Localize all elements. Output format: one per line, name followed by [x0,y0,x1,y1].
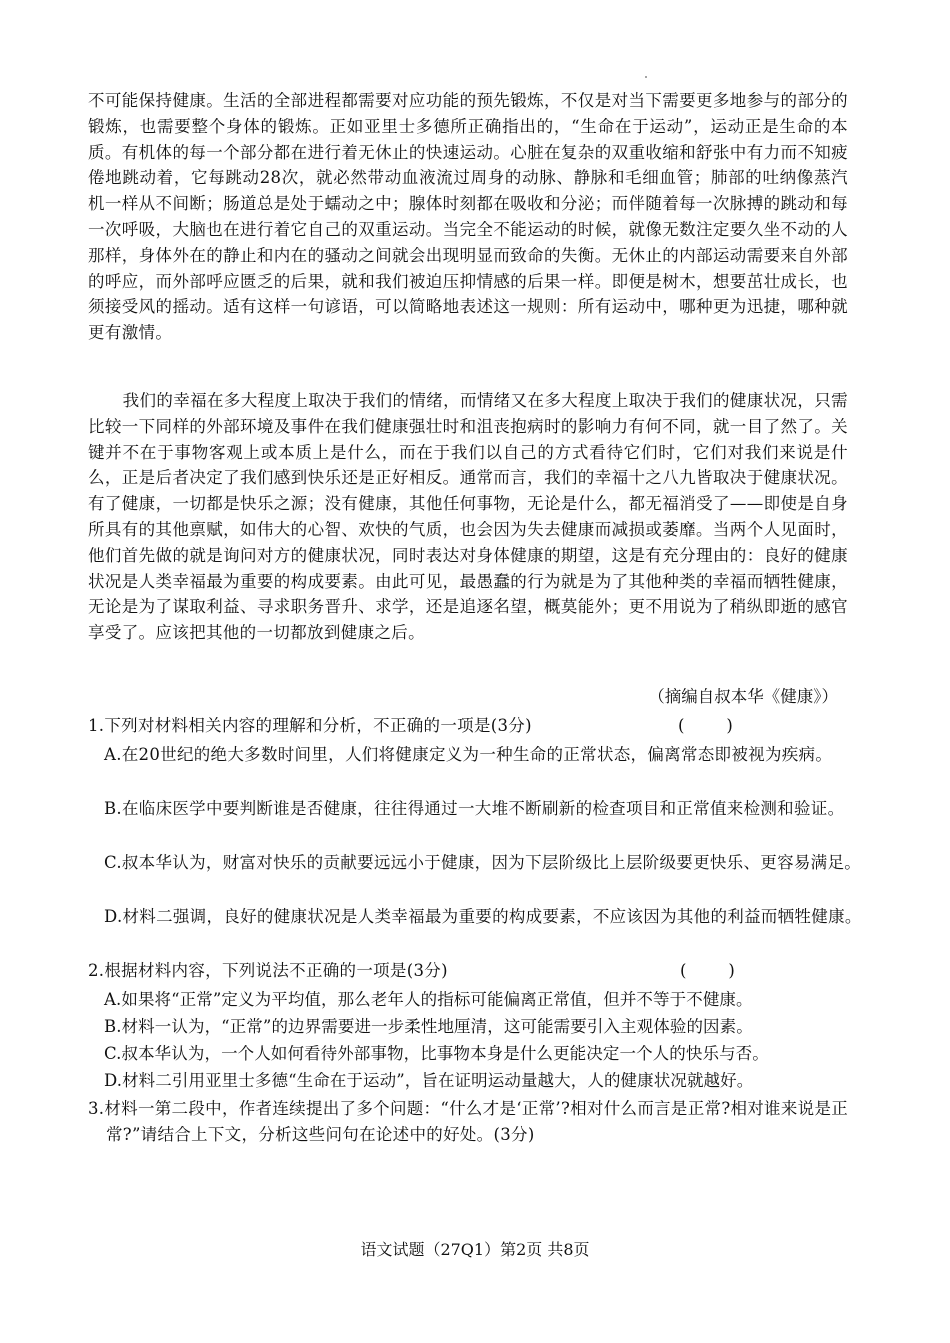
question-2-option-d: D.材料二引用亚里士多德“生命在于运动”，旨在证明运动量越大，人的健康状况就越好。 [104,1071,754,1090]
source-citation: （摘编自叔本华《健康》） [648,687,838,706]
question-2-option-a: A.如果将“正常”定义为平均值，那么老年人的指标可能偏离正常值，但并不等于不健康。 [104,990,753,1009]
passage-section [88,88,848,346]
question-1-option-b: B.在临床医学中要判断谁是否健康，往往得通过一大堆不断刷新的检查项目和正常值来检测和验证。 [104,799,845,818]
question-3-stem: 3.材料一第二段中，作者连续提出了多个问题：“什么才是‘正常’?相对什么而言是正常?相对谁来说是正常?”请结合上下文，分析这些问句在论述中的好处。(3分) [88,1099,849,1144]
question-2-option-b: B.材料一认为，“正常”的边界需要进一步柔性地厘清，这可能需要引入主观体验的因素。 [104,1017,753,1036]
scan-speck [645,76,647,78]
passage-paragraph-2: 我们的幸福在多大程度上取决于我们的情绪，而情绪又在多大程度上取决于我们的健康状况，只需比较一下同样的外部环境及事件在我们健康强壮时和沮丧抱病时的影响力有何不同，就一目了然了。关键并不在于事物客观上或本质上是什么，而在于我们以自己的方式看待它们时，它们对我们来说是什么，正是后者决定了我们感到快乐还是正好相反。通常而言，我们的幸福十之八九皆取决于健康状况。有了健康，一切都是快乐之源；没有健康，其他任何事物，无论是什么，都无福消受了——即使是自身所具有的其他禀赋，如伟大的心智、欢快的气质，也会因为失去健康而减损或萎靡。当两个人见面时，他们首先做的就是询问对方的健康状况，同时表达对身体健康的期望，这是有充分理由的：良好的健康状况是人类幸福最为重要的构成要素。由此可见，最愚蠢的行为就是为了其他种类的幸福而牺牲健康，无论是为了谋取利益、寻求职务晋升、求学，还是追逐名望，概莫能外；更不用说为了稍纵即逝的感官享受了。应该把其他的一切都放到健康之后。 [88,391,848,643]
question-2-option-c: C.叔本华认为，一个人如何看待外部事物，比事物本身是什么更能决定一个人的快乐与否。 [104,1044,769,1063]
question-1-option-d: D.材料二强调，良好的健康状况是人类幸福最为重要的构成要素，不应该因为其他的利益而牺牲健康。 [104,907,862,926]
passage-paragraph-1: 不可能保持健康。生活的全部进程都需要对应功能的预先锻炼，不仅是对当下需要更多地参与的部分的锻炼，也需要整个身体的锻炼。正如亚里士多德所正确指出的，“生命在于运动”，运动正是生命的本质。有机体的每一个部分都在进行着无休止的快速运动。心脏在复杂的双重收缩和舒张中有力而不知疲倦地跳动着，它每跳动28次，就必然带动血液流过周身的动脉、静脉和毛细血管；肺部的吐纳像蒸汽机一样从不间断；肠道总是处于蠕动之中；腺体时刻都在吸收和分泌；而伴随着每一次脉搏的跳动和每一次呼吸，大脑也在进行着它自己的双重运动。当完全不能运动的时候，就像无数注定要久坐不动的人那样，身体外在的静止和内在的骚动之间就会出现明显而致命的失衡。无休止的内部运动需要来自外部的呼应，而外部呼应匮乏的后果，就和我们被迫压抑情感的后果一样。即便是树木，想要茁壮成长，也须接受风的摇动。适有这样一句谚语，可以简略地表述这一规则：所有运动中，哪种更为迅捷，哪种就更有激情。 [88,91,848,343]
question-1-answer-bracket[interactable]: ( ) [678,716,733,735]
page-footer: 语文试题（27Q1）第2页 共8页 [360,1240,590,1259]
question-1-option-c: C.叔本华认为，财富对快乐的贡献要远远小于健康，因为下层阶级比上层阶级要更快乐、更容易满足。 [104,853,862,872]
question-1-option-a: A.在20世纪的绝大多数时间里，人们将健康定义为一种生命的正常状态，偏离常态即被视为疾病。 [104,745,833,764]
question-1-stem: 1.下列对材料相关内容的理解和分析，不正确的一项是(3分) [88,716,532,735]
passage-section-2 [88,388,848,646]
question-2-answer-bracket[interactable]: ( ) [680,961,735,980]
question-2-stem: 2.根据材料内容，下列说法不正确的一项是(3分) [88,961,448,980]
